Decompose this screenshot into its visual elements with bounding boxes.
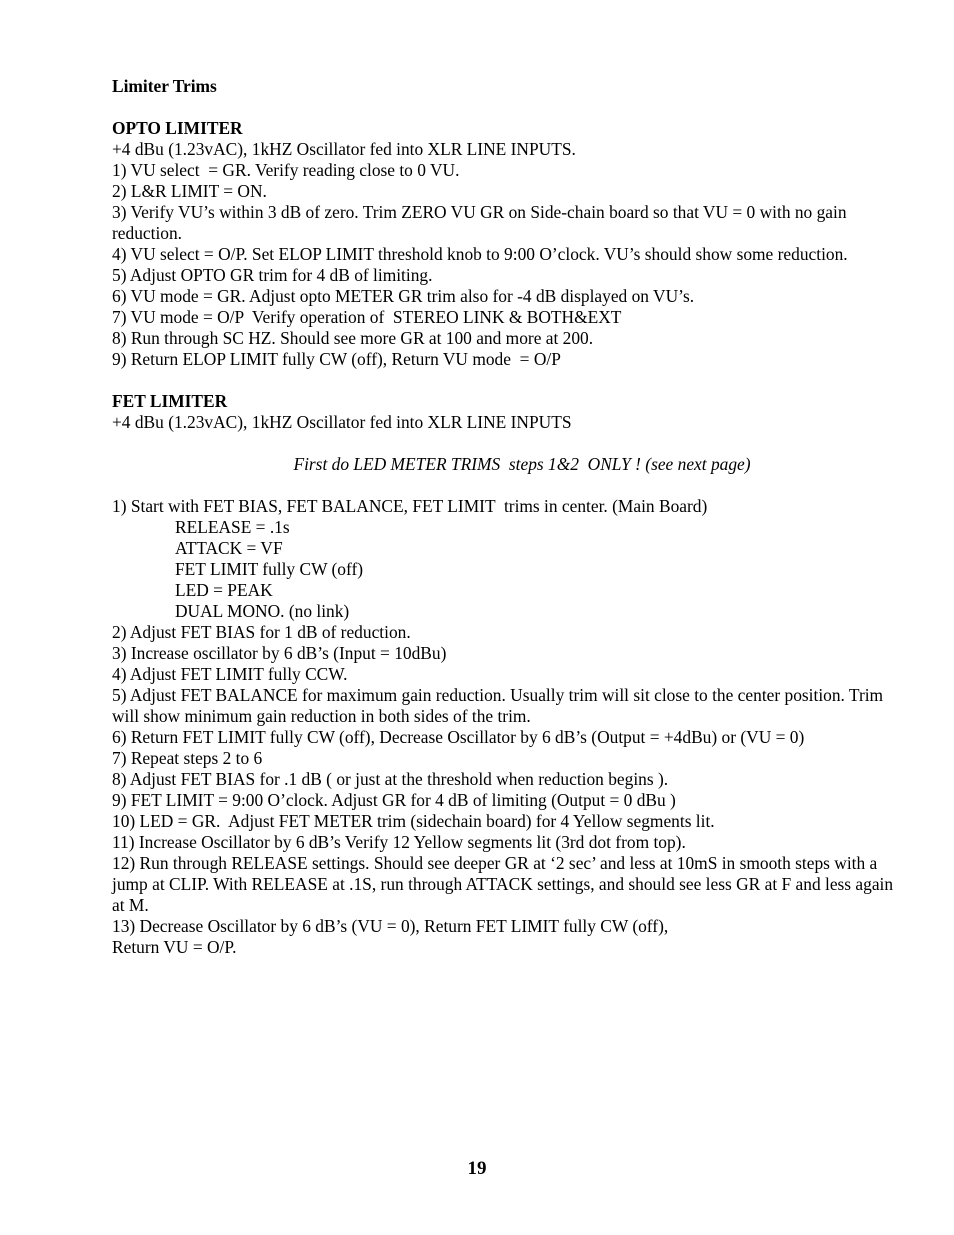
opto-step-8: 8) Run through SC HZ. Should see more GR at 100 and more at 200.	[112, 328, 594, 348]
opto-step-1: 1) VU select = GR. Verify reading close to 0 VU.	[112, 160, 460, 180]
fet-step-10: 10) LED = GR. Adjust FET METER trim (sidechain board) for 4 Yellow segments lit.	[112, 811, 715, 831]
opto-heading: OPTO LIMITER	[112, 118, 243, 138]
fet-step-13-cont: Return VU = O/P.	[112, 937, 237, 957]
fet-note: First do LED METER TRIMS steps 1&2 ONLY ! (see next page)	[293, 454, 751, 474]
section-title: Limiter Trims	[112, 76, 217, 96]
fet-step-12: 12) Run through RELEASE settings. Should see deeper GR at ‘2 sec’ and less at 10mS in smooth steps with a jump at CLIP. With RELEASE at .1S, run through ATTACK settings, and should see less GR at F and less again at M.	[112, 853, 894, 915]
opto-step-7: 7) VU mode = O/P Verify operation of STEREO LINK & BOTH&EXT	[112, 307, 622, 327]
fet-step-1: 1) Start with FET BIAS, FET BALANCE, FET LIMIT trims in center. (Main Board)	[112, 496, 708, 516]
opto-step-6: 6) VU mode = GR. Adjust opto METER GR trim also for -4 dB displayed on VU’s.	[112, 286, 695, 306]
spacer	[112, 475, 902, 496]
document-page	[112, 76, 902, 958]
opto-setup: +4 dBu (1.23vAC), 1kHZ Oscillator fed into XLR LINE INPUTS.	[112, 139, 576, 159]
opto-step-9: 9) Return ELOP LIMIT fully CW (off), Return VU mode = O/P	[112, 349, 561, 369]
fet-step-8: 8) Adjust FET BIAS for .1 dB ( or just at the threshold when reduction begins ).	[112, 769, 669, 789]
fet-setting-limit: FET LIMIT fully CW (off)	[175, 559, 364, 579]
fet-step-9: 9) FET LIMIT = 9:00 O’clock. Adjust GR for 4 dB of limiting (Output = 0 dBu )	[112, 790, 676, 810]
opto-step-5: 5) Adjust OPTO GR trim for 4 dB of limiting.	[112, 265, 433, 285]
fet-step-6: 6) Return FET LIMIT fully CW (off), Decrease Oscillator by 6 dB’s (Output = +4dBu) or (VU = 0)	[112, 727, 805, 747]
fet-step-3: 3) Increase oscillator by 6 dB’s (Input = 10dBu)	[112, 643, 447, 663]
spacer	[112, 370, 902, 391]
spacer	[112, 433, 902, 454]
opto-step-4: 4) VU select = O/P. Set ELOP LIMIT threshold knob to 9:00 O’clock. VU’s should show some reduction.	[112, 244, 848, 264]
spacer	[112, 97, 902, 118]
opto-step-3: 3) Verify VU’s within 3 dB of zero. Trim ZERO VU GR on Side-chain board so that VU = 0 with no gain reduction.	[112, 202, 847, 243]
fet-setting-release: RELEASE = .1s	[175, 517, 290, 537]
fet-step-5: 5) Adjust FET BALANCE for maximum gain reduction. Usually trim will sit close to the center position. Trim will show minimum gain reduction in both sides of the trim.	[112, 685, 884, 726]
fet-step-11: 11) Increase Oscillator by 6 dB’s Verify 12 Yellow segments lit (3rd dot from top).	[112, 832, 686, 852]
fet-step-7: 7) Repeat steps 2 to 6	[112, 748, 263, 768]
fet-setting-attack: ATTACK = VF	[175, 538, 283, 558]
fet-setup: +4 dBu (1.23vAC), 1kHZ Oscillator fed into XLR LINE INPUTS	[112, 412, 572, 432]
opto-step-2: 2) L&R LIMIT = ON.	[112, 181, 267, 201]
fet-step-2: 2) Adjust FET BIAS for 1 dB of reduction.	[112, 622, 411, 642]
fet-step-4: 4) Adjust FET LIMIT fully CCW.	[112, 664, 348, 684]
page-number: 19	[467, 1158, 487, 1179]
fet-heading: FET LIMITER	[112, 391, 228, 411]
fet-setting-led: LED = PEAK	[175, 580, 273, 600]
fet-step-13: 13) Decrease Oscillator by 6 dB’s (VU = 0), Return FET LIMIT fully CW (off),	[112, 916, 669, 936]
fet-setting-mono: DUAL MONO. (no link)	[175, 601, 350, 621]
